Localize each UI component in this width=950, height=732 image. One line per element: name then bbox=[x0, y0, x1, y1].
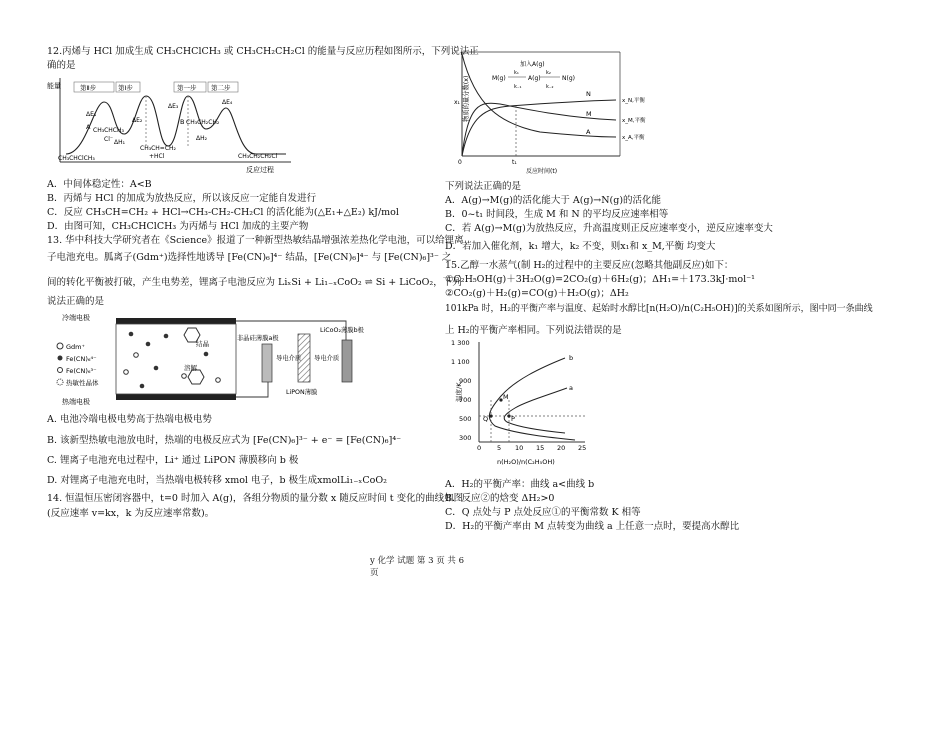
q12-label-B: B bbox=[180, 118, 185, 126]
q15-label-P: P bbox=[511, 415, 515, 423]
q15-ytick-1100: 1 100 bbox=[451, 358, 470, 366]
q15-curve-label-b: b bbox=[569, 354, 574, 362]
q15-stem-line1: 15.乙醇一水蒸气(制 H₂的过程中的主要反应(忽略其他副反应)如下： bbox=[445, 260, 734, 271]
q13-cold-label: 冷端电极 bbox=[62, 314, 90, 322]
q14-end-M: x_M,平衡 bbox=[622, 118, 646, 124]
q12-energy-diagram bbox=[46, 74, 296, 174]
q15-curve-label-a: a bbox=[569, 384, 573, 392]
q13-stem-line4: 说法正确的是 bbox=[47, 296, 105, 307]
q13-option-b: B. 该新型热敏电池放电时，热端的电极反应式为 [Fe(CN)₆]³⁻ + e⁻ = [Fe(CN)₆]⁴⁻ bbox=[47, 435, 402, 446]
q14-scheme-k2: k₂ bbox=[546, 70, 551, 76]
q14-scheme-km2: k₋₂ bbox=[546, 84, 554, 90]
q13-stem-line3: 间的转化平衡被打破，产生电势差，锂离子电池反应为 LiₓSi + Li₁₋ₓCoO₂ ⇌ Si + LiCoO₂，下列 bbox=[47, 277, 462, 288]
q14-ylabel: 物质的量分数(x) bbox=[463, 75, 470, 122]
q12-label-hcl: +HCl bbox=[149, 153, 165, 160]
q13-cathode-plate bbox=[342, 340, 352, 382]
q12-dE3: ΔE₃ bbox=[168, 103, 179, 110]
q14-option-d: D．若加入催化剂，k₁ 增大，k₂ 不变，则x₁和 x_M,平衡 均变大 bbox=[445, 241, 716, 252]
q14-curve-label-A: A bbox=[586, 128, 591, 136]
q14-scheme-M: M(g) bbox=[492, 75, 506, 82]
q12-option-b: B．丙烯与 HCl 的加成为放热反应，所以该反应一定能自发进行 bbox=[47, 193, 317, 204]
q13-legend-fe4: Fe(CN)₆⁴⁻ bbox=[66, 355, 97, 363]
q12-option-d: D．由图可知，CH₃CHClCH₃ 为丙烯与 HCl 加成的主要产物 bbox=[47, 221, 309, 232]
q14-curve-N bbox=[462, 100, 616, 156]
q13-battery-diagram bbox=[46, 310, 366, 410]
q14-prompt: 下列说法正确的是 bbox=[445, 181, 522, 192]
q12-option-a: A．中间体稳定性：A<B bbox=[47, 179, 152, 190]
q15-eq1: ①C₂H₅OH(g)＋3H₂O(g)=2CO₂(g)＋6H₂(g)；ΔH₁=＋173.3kJ·mol⁻¹ bbox=[445, 274, 755, 285]
q14-xlabel: 反应时间(t) bbox=[526, 168, 558, 175]
q15-ytick-300: 300 bbox=[459, 434, 472, 442]
q15-xtick-20: 20 bbox=[557, 444, 566, 452]
q13-stem-line1: 13. 华中科技大学研究者在《Science》报道了一种新型热敏结晶增强浓差热化学电池，可以给锂离 bbox=[47, 235, 464, 246]
q15-curve-a bbox=[504, 388, 567, 433]
q15-option-b: B．反应②的焓变 ΔH₂>0 bbox=[445, 493, 555, 504]
q12-stem-line2: 确的是 bbox=[47, 60, 76, 71]
q13-option-a: A. 电池冷端电极电势高于热端电极电势 bbox=[47, 414, 212, 425]
q12-step-2: 第Ⅰ步 bbox=[118, 84, 133, 92]
q12-dH1: ΔH₁ bbox=[114, 139, 126, 146]
q13-crystal-label: 结晶 bbox=[196, 340, 209, 348]
q12-dE2: ΔE₂ bbox=[132, 117, 143, 124]
q12-label-cl1: Cl⁻ bbox=[104, 136, 114, 143]
q14-option-b: B．0~t₁ 时间段，生成 M 和 N 的平均反应速率相等 bbox=[445, 209, 669, 220]
q14-curve-M bbox=[462, 103, 616, 156]
q14-stem-line2: (反应速率 v=kx，k 为反应速率常数)。 bbox=[47, 508, 215, 519]
q12-label-prod1: CH₃CHClCH₃ bbox=[58, 155, 95, 162]
q13-option-d: D. 对锂离子电池充电时，当热端电极转移 xmol 电子，b 极生成xmolLi₁₋ₓCoO₂ bbox=[47, 475, 387, 486]
q12-dE4: ΔE₄ bbox=[222, 99, 233, 106]
q14-curve-label-N: N bbox=[586, 90, 591, 98]
q14-end-N: x_N,平衡 bbox=[622, 98, 645, 104]
q15-stem-line2: 101kPa 时，H₂的平衡产率与温度、起始时水醇比[n(H₂O)/n(C₂H₅OH)]的关系如图所示，图中同一条曲线 bbox=[445, 304, 873, 314]
q14-tick-x1: x₁ bbox=[454, 99, 460, 106]
q15-yield-chart bbox=[445, 338, 605, 474]
q14-scheme-k1: k₁ bbox=[514, 70, 519, 76]
q13-stem-line2: 子电池充电。胍离子(Gdm⁺)选择性地诱导 [Fe(CN)₆]⁴⁻ 结晶，[Fe(CN)₆]⁴⁻ 与 [Fe(CN)₆]³⁻ 之 bbox=[47, 252, 452, 263]
q15-point-Q bbox=[489, 414, 492, 417]
q15-xlabel: n(H₂O)/n(C₂H₅OH) bbox=[497, 458, 555, 466]
q13-anode-label: 非晶硅薄膜a极 bbox=[237, 335, 279, 342]
q12-stem-line1: 12.丙烯与 HCl 加成生成 CH₃CHClCH₃ 或 CH₃CH₂CH₂Cl 的能量与反应历程如图所示，下列说法正 bbox=[47, 46, 479, 57]
q13-membrane-label: LiPON薄膜 bbox=[286, 389, 318, 396]
q14-scheme-N: N(g) bbox=[562, 75, 575, 82]
q15-ytick-700: 700 bbox=[459, 396, 472, 404]
q14-option-c: C．若 A(g)→M(g)为放热反应，升高温度则正反应速率变小，逆反应速率变大 bbox=[445, 223, 773, 234]
q12-dE1: ΔE₁ bbox=[86, 111, 97, 118]
q15-label-Q: Q bbox=[483, 415, 489, 423]
q14-scheme-add: 加入A(g) bbox=[520, 61, 545, 68]
q12-step-4: 第二步 bbox=[211, 84, 231, 92]
q12-label-carbo2: CH₃CH₂CH₂ bbox=[186, 119, 220, 126]
q15-label-M: M bbox=[503, 393, 509, 401]
q12-label-A: A bbox=[86, 123, 91, 131]
q14-end-A: x_A,平衡 bbox=[622, 135, 645, 141]
q13-conductor-1: 导电介质 bbox=[276, 355, 302, 362]
q14-curve-label-M: M bbox=[586, 110, 592, 118]
q12-option-c: C．反应 CH₃CH=CH₂ + HCl→CH₃-CH₂-CH₂Cl 的活化能为(△E₁+△E₂) kJ/mol bbox=[47, 207, 399, 218]
q12-label-carbo1: CH₃CHCH₃ bbox=[93, 127, 124, 134]
q15-eq2: ②CO₂(g)＋H₂(g)=CO(g)＋H₂O(g)；ΔH₂ bbox=[445, 288, 629, 299]
q12-ylabel: 能量 bbox=[47, 82, 61, 90]
q15-xtick-15: 15 bbox=[536, 444, 545, 452]
q12-label-propene: CH₃CH=CH₂ bbox=[140, 145, 176, 152]
q13-cathode-label: LiCoO₂薄膜b极 bbox=[320, 327, 364, 334]
q13-legend-fe3: Fe(CN)₆³⁻ bbox=[66, 367, 97, 375]
q14-tick-t1: t₁ bbox=[512, 159, 517, 166]
q13-legend-crystal: 热敏性晶体 bbox=[66, 379, 99, 387]
q14-scheme-A: A(g) bbox=[528, 75, 541, 82]
q15-option-c: C．Q 点处与 P 点处反应①的平衡常数 K 相等 bbox=[445, 507, 641, 518]
q13-anode-plate bbox=[262, 344, 272, 382]
q15-ytick-500: 500 bbox=[459, 415, 472, 423]
q12-step-3: 第一步 bbox=[177, 84, 197, 92]
q15-stem-line3: 上 H₂的平衡产率相同。下列说法错误的是 bbox=[445, 325, 622, 336]
q13-legend-gdm: Gdm⁺ bbox=[66, 343, 85, 351]
q14-kinetics-chart bbox=[440, 46, 650, 176]
q13-hot-label: 热端电极 bbox=[62, 398, 90, 406]
q13-hot-electrode bbox=[116, 394, 236, 400]
q15-ytick-1300: 1 300 bbox=[451, 339, 470, 347]
q15-ylabel: 温度/K bbox=[455, 382, 463, 402]
q15-xtick-0: 0 bbox=[477, 444, 482, 452]
q15-option-a: A．H₂的平衡产率：曲线 a<曲线 b bbox=[445, 479, 595, 490]
q12-dH2: ΔH₂ bbox=[196, 135, 208, 142]
page-footer-line2: 页 bbox=[370, 568, 379, 578]
q12-xlabel: 反应过程 bbox=[246, 166, 274, 174]
q13-cold-electrode bbox=[116, 318, 236, 324]
q13-dissolve-label: 溶解 bbox=[184, 364, 197, 372]
q15-option-d: D．H₂的平衡产率由 M 点转变为曲线 a 上任意一点时，要提高水醇比 bbox=[445, 521, 740, 532]
q14-stem-line1: 14. 恒温恒压密闭容器中，t=0 时加入 A(g)，各组分物质的量分数 x 随反应时间 t 变化的曲线如图 bbox=[47, 493, 464, 504]
q15-xtick-10: 10 bbox=[515, 444, 524, 452]
q14-scheme-km1: k₋₁ bbox=[514, 84, 522, 90]
q12-label-prod2: CH₃CH₂CH₂Cl bbox=[238, 153, 278, 160]
q15-ytick-900: 900 bbox=[459, 377, 472, 385]
page-footer-line1: y 化学 试题 第 3 页 共 6 bbox=[370, 556, 465, 566]
q12-step-1: 第Ⅱ步 bbox=[80, 84, 97, 92]
q13-conductor-2: 导电介质 bbox=[314, 355, 340, 362]
q15-xtick-25: 25 bbox=[578, 444, 587, 452]
q14-tick-0: 0 bbox=[458, 159, 462, 166]
q15-xtick-5: 5 bbox=[497, 444, 502, 452]
q14-option-a: A．A(g)→M(g)的活化能大于 A(g)→N(g)的活化能 bbox=[445, 195, 662, 206]
q13-option-c: C. 锂离子电池充电过程中，Li⁺ 通过 LiPON 薄膜移向 b 极 bbox=[47, 455, 299, 466]
